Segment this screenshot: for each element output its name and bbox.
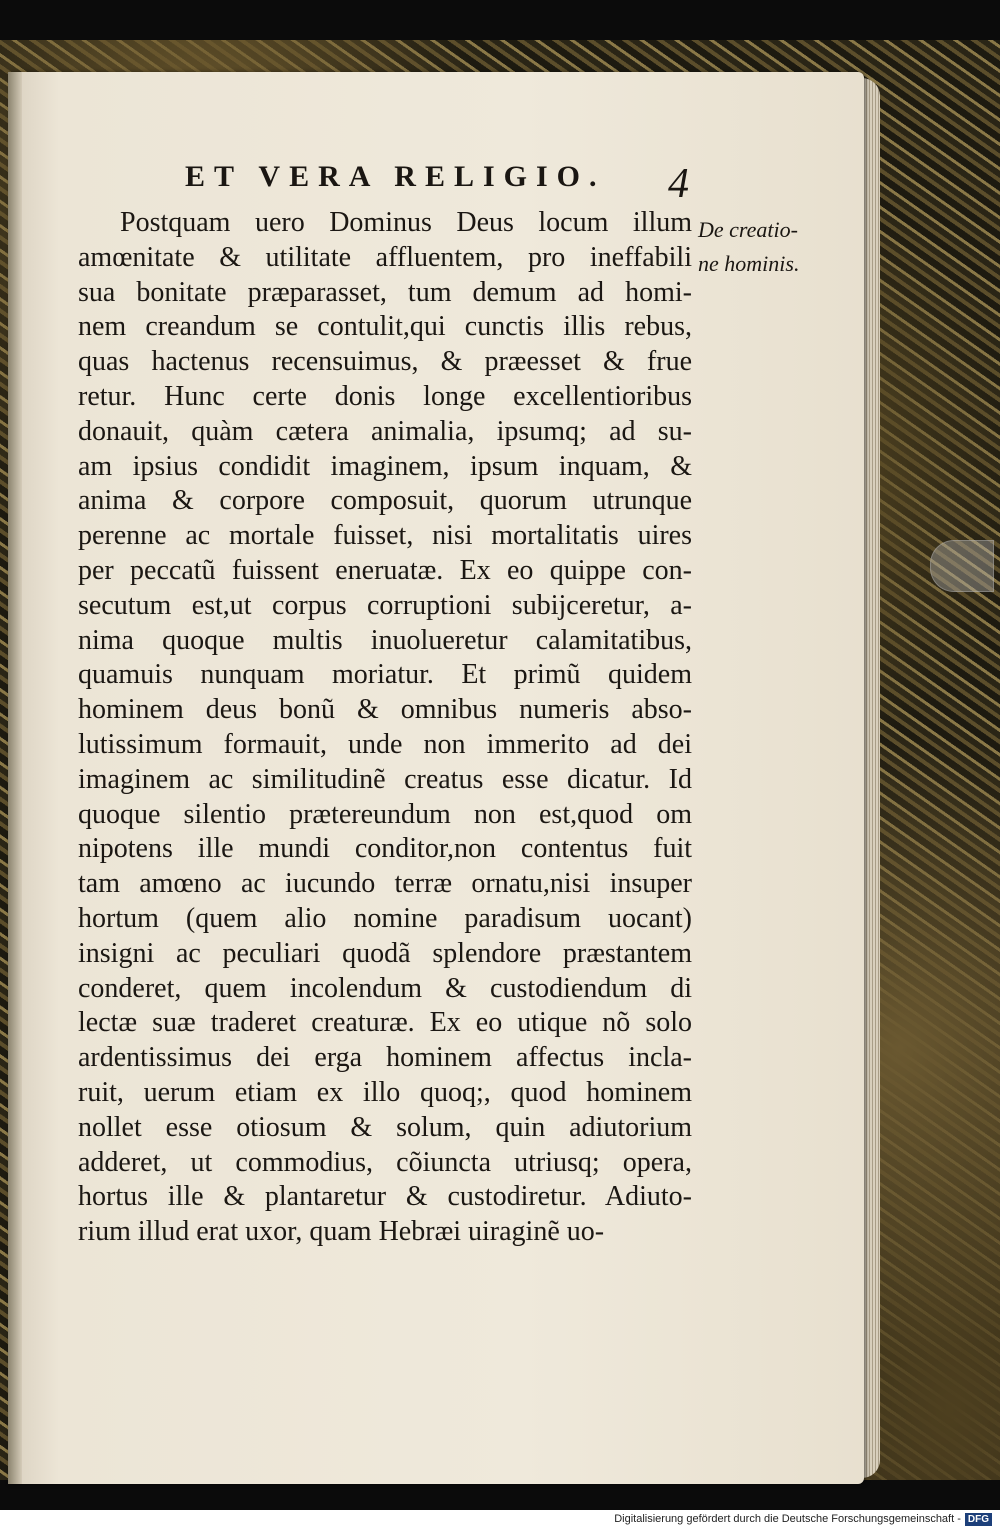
text-line: imaginem ac similitudinẽ creatus esse dicatur. Id [78,763,692,795]
text-line: nima quoque multis inuolueretur calamitatibus, [78,624,692,656]
text-line: rium illud erat uxor, quam Hebræi uiraginẽ uo- [78,1216,605,1248]
running-head: ET VERA RELIGIO. [185,160,606,193]
text-line: conderet, quem incolendum & custodiendum di [78,972,692,1004]
text-line: secutum est,ut corpus corruptioni subijceretur, a- [78,589,692,621]
text-line: quas hactenus recensuimus, & præesset & frue [78,346,692,378]
footer-text: Digitalisierung gefördert durch die Deutsche Forschungsgemeinschaft - [614,1513,961,1525]
text-line: quoque silentio prætereundum non est,quod om [78,798,692,830]
text-line: adderet, ut commodius, cõiuncta utriusq; opera, [78,1146,692,1178]
text-line: amœnitate & utilitate affluentem, pro ineffabili [78,241,692,273]
text-line: Postquam uero Dominus Deus locum illum [120,207,692,238]
text-line: am ipsius condidit imaginem, ipsum inquam, & [78,450,692,482]
text-line: nipotens ille mundi conditor,non contentus fuit [78,833,692,865]
text-line: perenne ac mortale fuisset, nisi mortalitatis uires [78,520,692,552]
marginal-note [698,213,833,281]
text-line: nollet esse otiosum & solum, quin adiutorium [78,1111,692,1143]
dfg-logo: DFG [965,1513,992,1526]
text-line: ardentissimus dei erga hominem affectus incla- [78,1042,692,1074]
page-number: 4 [668,161,689,207]
text-line: lectæ suæ traderet creaturæ. Ex eo utique nõ solo [78,1007,692,1039]
text-line: hortum (quem alio nomine paradisum uocant) [78,902,692,934]
body-text [78,206,692,1250]
text-line: lutissimum formauit, unde non immerito ad dei [78,728,692,760]
text-line: nem creandum se contulit,qui cunctis illis rebus, [78,311,692,343]
marginal-note-line: ne hominis. [698,251,800,276]
text-line: per peccatũ fuissent eneruatæ. Ex eo quippe con- [78,554,692,586]
text-line: hominem deus bonũ & omnibus numeris abso- [78,694,692,726]
text-line: retur. Hunc certe donis longe excellentioribus [78,380,692,412]
text-line: ruit, uerum etiam ex illo quoq;, quod hominem [78,1076,692,1108]
text-line: insigni ac peculiari quodã splendore præstantem [78,937,692,969]
text-line: quamuis nunquam moriatur. Et primũ quidem [78,659,692,691]
digitization-footer [0,1510,1000,1529]
page-gutter [8,72,22,1484]
text-line: sua bonitate præparasset, tum demum ad homi- [78,276,692,308]
text-line: donauit, quàm cætera animalia, ipsumq; ad su- [78,415,692,447]
marginal-note-line: De creatio- [698,217,798,242]
text-line: anima & corpore composuit, quorum utrunque [78,485,692,517]
text-line: hortus ille & plantaretur & custodiretur. Adiuto- [78,1181,692,1213]
text-line: tam amœno ac iucundo terræ ornatu,nisi insuper [78,868,692,900]
page-clip [930,540,994,592]
